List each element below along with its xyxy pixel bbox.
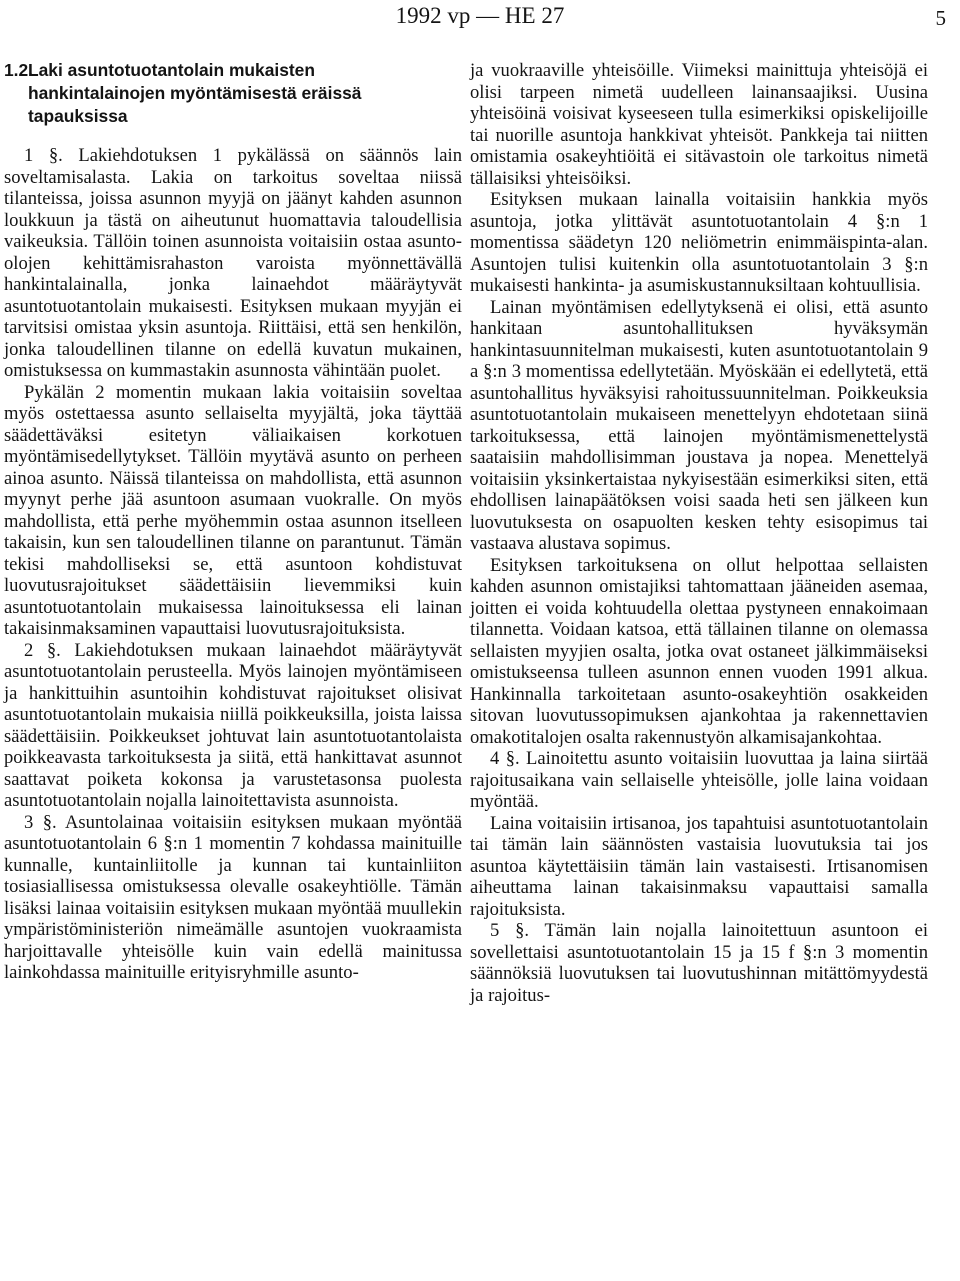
paragraph: ja vuokraaville yhteisöille. Viimeksi mainittuja yhteisöjä ei olisi tarpeen nimetä uudelleen lainansaajiksi. Uusina yhteisöinä voisivat kyseeseen tulla esimerkiksi opiskelijoille tai nuorille asuntoja hankkivat yhteisöt. Pankkeja tai niitten omistamia osakeyhtiöitä ei sitävastoin ole tarkoitus nimetä tällaisiksi yhteisöiksi. — [470, 60, 928, 189]
running-head: 1992 vp — HE 27 — [395, 3, 565, 28]
paragraph: 3 §. Asuntolainaa voitaisiin esityksen mukaan myöntää asuntotuotantolain 6 §:n 1 momentin 7 kohdassa mainituille kunnalle, kuntainliitolle ja kunnan tai kuntainliiton tosiasiallisessa omistuksessa olevalle osakeyhtiölle. Tämän lisäksi lainaa voitaisiin esityksen mukaan myöntää muullekin ympäristöministeriön nimeämälle asuntojen vuokraamista harjoittavalle yhteisölle kuin vain edellä mainitussa lainkohdassa mainituille erityisryhmille asunto- — [4, 811, 462, 983]
paragraph: Laina voitaisiin irtisanoa, jos tapahtuisi asuntotuotantolain tai tämän lain säännösten vastaisia luovutuksia tai jos asuntoa käytettäisiin tämän lain vastaisesti. Irtisanomisen aiheuttama lainan takaisinmaksu vapauttaisi samalla rajoituksista. — [470, 812, 928, 920]
page-number: 5 — [935, 6, 946, 30]
paragraph: Lainan myöntämisen edellytyksenä ei olisi, että asunto hankitaan asuntohallituksen hyväksymän hankintasuunnitelman mukaisesti, kuten asuntotuotantolain 9 a §:n 3 momentissa edellytetään. Myöskään ei edellytetä, että asuntohallitus hyväksyisi rahoitussuunnitelman. Poikkeuksia asuntotuotantolain mukaiseen menettelyyn ehdotetaan siinä tarkoituksessa, että lainojen myöntämismenettelystä saataisiin mahdollisimman joustava ja nopea. Menettelyä voitaisiin yksinkertaistaa nykyisestään esimerkiksi siten, että ehdollisen lainapäätöksen voisi saada heti sen jälkeen kun luovutuksesta on osapuolten kesken tehty esisopimus tai vastaava alustava sopimus. — [470, 296, 928, 554]
section-heading — [4, 59, 462, 128]
left-column — [4, 59, 462, 984]
page-header — [0, 0, 960, 40]
paragraph: Esityksen tarkoituksena on ollut helpottaa sellaisten kahden asunnon omistajiksi tahtomattaan jääneiden asemaa, joitten ei voida kohtuudella olettaa pystyneen ennakoimaan tilannetta. Voidaan katsoa, että tällainen tilanne on olemassa sellaisten myyjien osalta, jotka ovat ostaneet jälkimmäiseksi omistukseensa tulleen asunnon ennen vuoden 1991 alkua. Hankinnalla tarkoitetaan asunto-osakeyhtiön osakkeiden sitovan luovutussopimuksen ajankohtaa ja rakennettavien omakotitalojen osalta rakennustyön alkamisajankohtaa. — [470, 554, 928, 748]
section-title: Laki asuntotuotantolain mukaisten hankintalainojen myöntämisestä eräissä tapauksissa — [28, 60, 362, 126]
paragraph: 5 §. Tämän lain nojalla lainoitettuun asuntoon ei sovellettaisi asuntotuotantolain 15 ja 15 f §:n 3 momentin säännöksiä luovutuksen tai luovutushinnan mitättömyydestä ja rajoitus- — [470, 920, 928, 1006]
paragraph: Esityksen mukaan lainalla voitaisiin hankkia myös asuntoja, jotka ylittävät asuntotuotantolain 4 §:n 1 momentissa säädetyn 120 neliömetrin enimmäispinta-alan. Asuntojen tulisi kuitenkin olla asuntotuotantolain 3 §:n mukaisesti hankinta- ja asumiskustannuksiltaan kohtuullisia. — [470, 189, 928, 296]
paragraph: 2 §. Lakiehdotuksen mukaan lainaehdot määräytyvät asuntotuotantolain perusteella. Myös lainojen myöntämiseen ja hankittuihin asuntoihin kohdistuvat rajoitukset olisivat asuntotuotantolain mukaisia niillä poikkeuksilla, joista laissa säädettäisiin. Poikkeukset johtuvat lain asuntotuotantolaista poikkeavasta tarkoituksesta ja siitä, että hankittavat asunnot saattavat poiketa kokonsa ja varustetasonsa puolesta asuntotuotantolain nojalla lainoitettavista asunnoista. — [4, 639, 462, 811]
right-column — [470, 60, 928, 1006]
section-number: 1.2. — [4, 60, 34, 80]
paragraph: Pykälän 2 momentin mukaan lakia voitaisiin soveltaa myös ostettaessa asunto sellaiselta myyjältä, joka täyttää säädettäväksi esitetyn väliaikaisen korkotuen myöntämisedellytykset. Tällöin myytävä asunto on perheen ainoa asunto. Näissä tilanteissa on mahdollista, että asunnon myynyt perhe jää asuntoon asumaan vuokralle. On myös mahdollista, että perhe myöhemmin ostaa asunnon itselleen takaisin, kun sen taloudellinen tilanne on parantunut. Tämän tekisi mahdolliseksi se, että asuntoon kohdistuvat luovutusrajoitukset säädettäisiin lievemmiksi kuin asuntotuotantolain mukaisessa lainoituksessa eli lainan takaisinmaksaminen vapauttaisi luovutusrajoituksista. — [4, 381, 462, 639]
paragraph: 4 §. Lainoitettu asunto voitaisiin luovuttaa ja laina siirtää rajoitusaikana vain sellaiselle yhteisölle, jolle laina voidaan myöntää. — [470, 748, 928, 812]
paragraph: 1 §. Lakiehdotuksen 1 pykälässä on säännös lain soveltamisalasta. Lakia on tarkoitus soveltaa niissä tilanteissa, joissa asunnon myyjä on jäänyt kahden asunnon loukkuun ja tästä on aiheutunut huomattavia taloudellisia vaikeuksia. Tällöin toinen asunnoista voitaisiin ostaa asunto-olojen kehittämisrahaston varoista myönnettävällä hankintalainalla, jonka lainaehdot määräytyvät asuntotuotantolain mukaisesti. Esityksen mukaan myyjän ei tarvitsisi omistaa yksin asuntoja. Riittäisi, että sen henkilön, jonka taloudellinen tilanne on edellä kuvatun mukainen, omistuksessa on kummastakin asunnosta vähintään puolet. — [4, 145, 462, 381]
